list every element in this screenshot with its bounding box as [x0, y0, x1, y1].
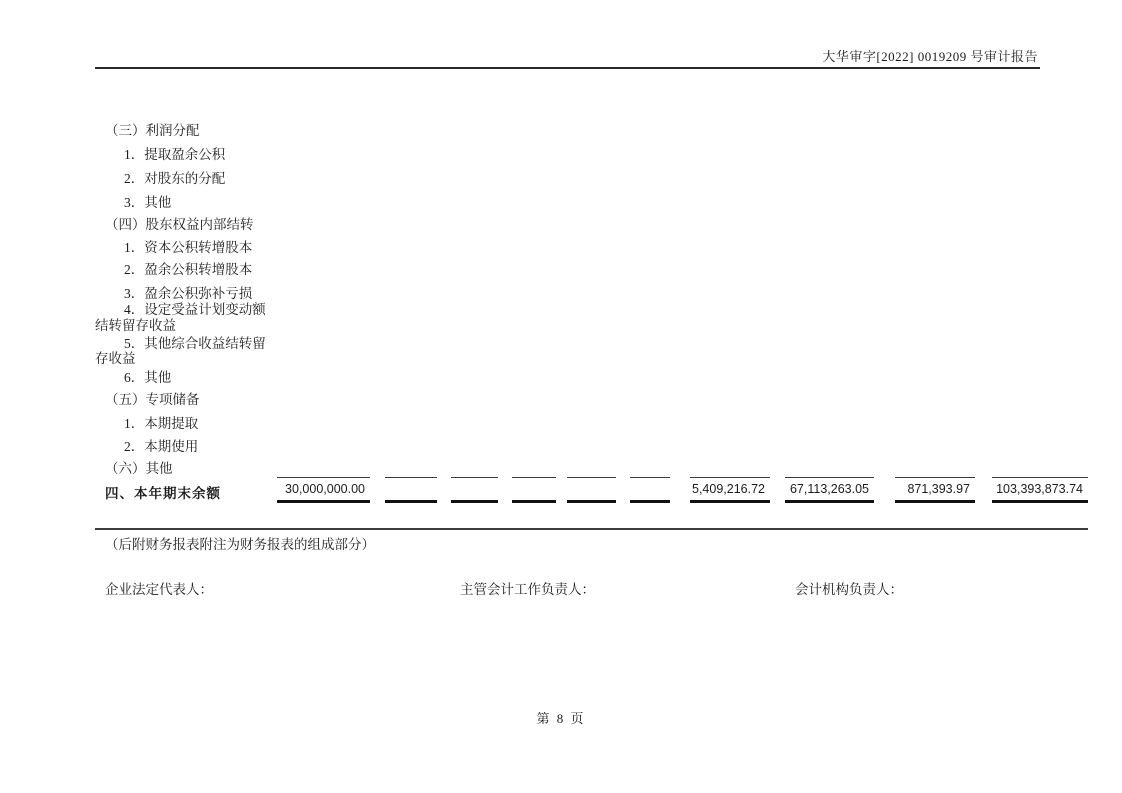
item-surplus-reserve-to-capital: 2．盈余公积转增股本 — [124, 262, 253, 277]
item-withdraw-surplus-reserve: 1．提取盈余公积 — [124, 147, 226, 162]
financial-statement-footnote: （后附财务报表附注为财务报表的组成部分） — [105, 537, 375, 552]
header-rule — [95, 67, 1040, 69]
signature-legal-representative: 企业法定代表人： — [105, 582, 213, 597]
amount-value: 5,409,216.72 — [692, 482, 765, 496]
item-defined-benefit-changes-line1: 4．设定受益计划变动额 — [124, 302, 266, 317]
item-other-2: 6．其他 — [124, 370, 172, 385]
item-oci-to-retained-line1: 5．其他综合收益结转留 — [124, 336, 266, 351]
amount-col-6 — [630, 477, 670, 503]
item-profit-distribution: （三）利润分配 — [105, 123, 200, 138]
item-other-3: （六）其他 — [105, 461, 173, 476]
item-special-reserve: （五）专项储备 — [105, 392, 200, 407]
amount-value: 871,393.97 — [907, 482, 970, 496]
item-current-period-withdraw: 1．本期提取 — [124, 416, 199, 431]
amount-col-8 — [785, 477, 874, 503]
amount-value — [630, 478, 670, 482]
amount-value: 30,000,000.00 — [285, 482, 365, 496]
amount-value: 103,393,873.74 — [996, 482, 1083, 496]
signature-accounting-dept-head: 会计机构负责人： — [795, 582, 903, 597]
report-header-number: 大华审字[2022] 0019209 号审计报告 — [822, 49, 1038, 64]
item-internal-equity-transfer: （四）股东权益内部结转 — [105, 217, 254, 232]
item-oci-to-retained-line2: 存收益 — [95, 351, 136, 366]
amount-value: 67,113,263.05 — [789, 482, 869, 496]
amount-value — [512, 478, 556, 482]
item-current-period-use: 2．本期使用 — [124, 439, 199, 454]
row-year-end-balance-label: 四、本年期末余额 — [105, 486, 221, 501]
item-surplus-reserve-cover-loss: 3．盈余公积弥补亏损 — [124, 286, 253, 301]
amount-col-2 — [385, 477, 437, 503]
amount-col-4 — [512, 477, 556, 503]
signature-chief-accounting-officer: 主管会计工作负责人： — [460, 582, 595, 597]
amount-value — [385, 478, 437, 482]
page-number: 第 8 页 — [536, 711, 586, 726]
amount-col-3 — [451, 477, 498, 503]
item-other-1: 3．其他 — [124, 195, 172, 210]
amount-col-9 — [895, 477, 975, 503]
item-capital-reserve-to-capital: 1．资本公积转增股本 — [124, 240, 253, 255]
item-defined-benefit-changes-line2: 结转留存收益 — [95, 318, 176, 333]
item-distribution-to-shareholders: 2．对股东的分配 — [124, 171, 226, 186]
amount-col-paid-in-capital — [277, 477, 370, 503]
table-bottom-rule — [95, 528, 1088, 530]
amount-col-total-equity — [992, 477, 1088, 503]
amount-col-7 — [690, 477, 770, 503]
amount-value — [451, 478, 498, 482]
amount-value — [567, 478, 616, 482]
amount-col-5 — [567, 477, 616, 503]
